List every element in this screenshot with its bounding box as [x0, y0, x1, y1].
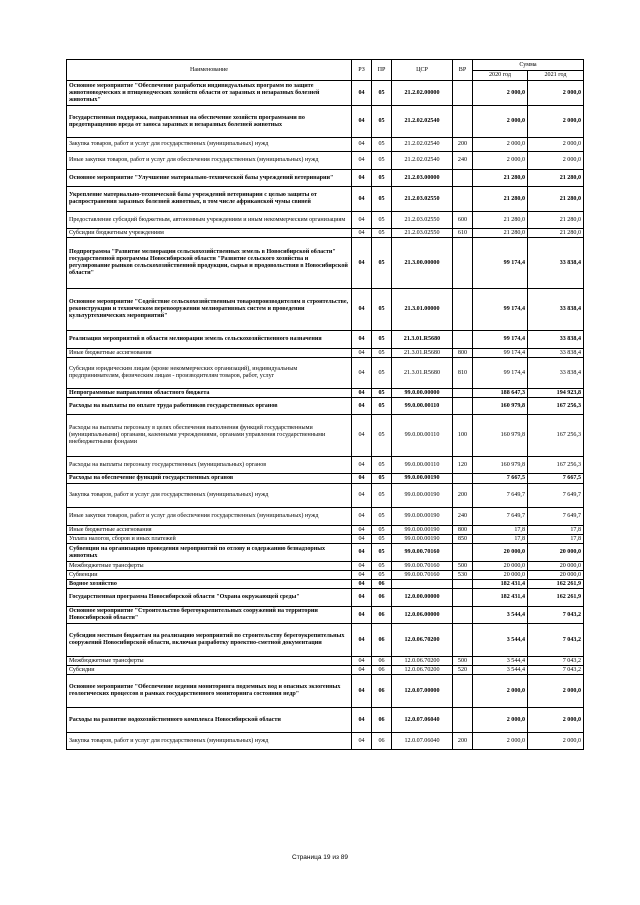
row-sum-2021: 2 000,0 [528, 733, 584, 750]
row-csr: 21.2.03.02550 [392, 212, 453, 229]
row-pr: 05 [372, 212, 392, 229]
row-sum-2020: 160 979,8 [473, 415, 528, 457]
row-vr: 800 [453, 349, 473, 358]
table-header [67, 60, 584, 81]
row-sum-2020: 7 649,7 [473, 508, 528, 526]
row-rz: 04 [352, 580, 372, 589]
row-name: Субвенции на организацию проведения мероприятий по отлову и содержанию безнадзорных животных [67, 544, 352, 562]
row-sum-2020: 160 979,8 [473, 398, 528, 415]
row-csr: 12.0.07.06040 [392, 733, 453, 750]
row-vr: 120 [453, 457, 473, 474]
row-rz: 04 [352, 289, 372, 331]
row-csr: 12.0.06.00000 [392, 607, 453, 624]
row-pr: 05 [372, 535, 392, 544]
row-name: Основное мероприятие "Строительство берегоукрепительных сооружений на территории Новосибирской области" [67, 607, 352, 624]
row-sum-2021: 21 280,0 [528, 187, 584, 212]
table-row [67, 733, 584, 750]
row-pr: 06 [372, 675, 392, 708]
row-rz: 04 [352, 666, 372, 675]
row-sum-2021: 7 043,2 [528, 666, 584, 675]
row-pr: 05 [372, 457, 392, 474]
row-name: Основное мероприятие "Обеспечение ведения мониторинга подземных вод и опасных экзогенных геологических процессов в рамках государственного мониторинга состояния недр" [67, 675, 352, 708]
row-name: Иные бюджетные ассигнования [67, 349, 352, 358]
table-row [67, 675, 584, 708]
row-vr [453, 624, 473, 657]
row-pr: 05 [372, 508, 392, 526]
table-row [67, 187, 584, 212]
header-rz: РЗ [352, 60, 372, 81]
row-rz: 04 [352, 331, 372, 349]
table-row [67, 331, 584, 349]
table-row [67, 666, 584, 675]
row-rz: 04 [352, 624, 372, 657]
row-sum-2020: 182 431,4 [473, 589, 528, 607]
row-pr: 05 [372, 484, 392, 508]
page-footer: Страница 19 из 89 [292, 854, 348, 861]
row-name: Расходы на развитие водохозяйственного комплекса Новосибирской области [67, 708, 352, 733]
row-pr: 06 [372, 708, 392, 733]
row-sum-2020: 188 647,3 [473, 389, 528, 398]
row-sum-2020: 160 979,8 [473, 457, 528, 474]
header-year-2021: 2021 год [528, 71, 584, 81]
header-year-2020: 2020 год [473, 71, 528, 81]
row-rz: 04 [352, 187, 372, 212]
row-vr: 200 [453, 138, 473, 152]
row-sum-2021: 167 256,3 [528, 415, 584, 457]
table-row [67, 607, 584, 624]
row-vr: 240 [453, 152, 473, 170]
row-pr: 05 [372, 398, 392, 415]
table-row [67, 535, 584, 544]
row-sum-2020: 99 174,4 [473, 331, 528, 349]
table-row [67, 580, 584, 589]
table-row [67, 289, 584, 331]
row-sum-2020: 7 667,5 [473, 474, 528, 484]
table-row [67, 589, 584, 607]
row-sum-2021: 167 256,3 [528, 457, 584, 474]
row-pr: 05 [372, 358, 392, 389]
row-sum-2021: 162 261,9 [528, 589, 584, 607]
row-sum-2021: 33 838,4 [528, 289, 584, 331]
row-pr: 05 [372, 415, 392, 457]
row-csr: 21.2.02.02540 [392, 138, 453, 152]
row-sum-2020: 21 280,0 [473, 229, 528, 238]
row-sum-2021: 7 667,5 [528, 474, 584, 484]
row-pr: 05 [372, 152, 392, 170]
row-rz: 04 [352, 708, 372, 733]
row-name: Иные закупки товаров, работ и услуг для обеспечения государственных (муниципальных) нужд [67, 508, 352, 526]
row-sum-2021: 17,8 [528, 535, 584, 544]
row-csr: 12.0.07.00000 [392, 675, 453, 708]
row-rz: 04 [352, 571, 372, 580]
row-rz: 04 [352, 526, 372, 535]
table-row [67, 229, 584, 238]
row-sum-2021: 7 043,2 [528, 607, 584, 624]
row-sum-2020: 17,8 [473, 526, 528, 535]
row-name: Закупка товаров, работ и услуг для государственных (муниципальных) нужд [67, 733, 352, 750]
row-sum-2020: 2 000,0 [473, 733, 528, 750]
row-rz: 04 [352, 212, 372, 229]
table-body [67, 81, 584, 750]
row-sum-2021: 17,8 [528, 526, 584, 535]
row-vr: 240 [453, 508, 473, 526]
row-csr: 21.3.01.R5680 [392, 358, 453, 389]
row-sum-2021: 2 000,0 [528, 152, 584, 170]
table-row [67, 708, 584, 733]
table-row [67, 152, 584, 170]
row-rz: 04 [352, 81, 372, 106]
row-sum-2020: 99 174,4 [473, 349, 528, 358]
row-sum-2021: 21 280,0 [528, 170, 584, 187]
row-vr: 810 [453, 358, 473, 389]
row-vr [453, 289, 473, 331]
row-pr: 05 [372, 138, 392, 152]
row-vr: 200 [453, 484, 473, 508]
row-name: Подпрограмма "Развитие мелиорации сельскохозяйственных земель в Новосибирской области" государственной программы Новосибирской области "Развитие сельского хозяйства и регулирование рынков сельскохозяйственной продукции, сырья и продовольствия в Новосибирской области" [67, 238, 352, 289]
row-name: Основное мероприятие "Содействие сельскохозяйственным товаропроизводителям в строительстве, реконструкции и техническом перевооружении мелиоративных систем и проведении культуртехнических мероприятий" [67, 289, 352, 331]
row-vr [453, 474, 473, 484]
row-sum-2021: 2 000,0 [528, 138, 584, 152]
row-pr: 06 [372, 657, 392, 666]
row-csr: 99.0.00.00110 [392, 415, 453, 457]
row-csr: 21.3.00.00000 [392, 238, 453, 289]
row-csr: 99.0.00.00190 [392, 484, 453, 508]
row-sum-2020: 3 544,4 [473, 666, 528, 675]
row-sum-2021: 2 000,0 [528, 708, 584, 733]
row-csr: 99.0.00.00110 [392, 457, 453, 474]
row-sum-2020: 21 280,0 [473, 170, 528, 187]
row-sum-2020: 21 280,0 [473, 212, 528, 229]
table-row [67, 562, 584, 571]
table-row [67, 349, 584, 358]
table-row [67, 106, 584, 138]
row-rz: 04 [352, 484, 372, 508]
row-pr: 05 [372, 238, 392, 289]
row-pr: 05 [372, 571, 392, 580]
row-pr: 05 [372, 81, 392, 106]
row-csr: 12.0.00.00000 [392, 589, 453, 607]
row-sum-2020: 99 174,4 [473, 289, 528, 331]
row-name: Межбюджетные трансферты [67, 562, 352, 571]
row-name: Расходы на обеспечение функций государственных органов [67, 474, 352, 484]
row-sum-2021: 2 000,0 [528, 106, 584, 138]
row-rz: 04 [352, 229, 372, 238]
row-pr: 06 [372, 624, 392, 657]
row-name: Иные закупки товаров, работ и услуг для обеспечения государственных (муниципальных) нужд [67, 152, 352, 170]
row-pr: 06 [372, 607, 392, 624]
row-name: Государственная поддержка, направленная на обеспечение хозяйств программами по предотвращению вреда от заноса заразных и незаразных болезней животных [67, 106, 352, 138]
row-vr [453, 607, 473, 624]
row-csr: 21.3.01.R5680 [392, 349, 453, 358]
row-name: Основное мероприятие "Обеспечение разработки индивидуальных программ по защите животноводческих и птицеводческих хозяйств области от заразных и незаразных болезней животных" [67, 81, 352, 106]
row-pr: 05 [372, 187, 392, 212]
row-vr [453, 708, 473, 733]
row-vr [453, 238, 473, 289]
row-vr [453, 331, 473, 349]
row-sum-2021: 194 923,8 [528, 389, 584, 398]
row-vr [453, 589, 473, 607]
row-vr: 800 [453, 526, 473, 535]
row-rz: 04 [352, 607, 372, 624]
row-sum-2020: 20 000,0 [473, 571, 528, 580]
row-csr: 99.0.00.00190 [392, 508, 453, 526]
row-name: Закупка товаров, работ и услуг для государственных (муниципальных) нужд [67, 484, 352, 508]
row-sum-2020: 3 544,4 [473, 607, 528, 624]
row-sum-2020: 99 174,4 [473, 358, 528, 389]
row-rz: 04 [352, 544, 372, 562]
row-csr: 12.0.06.70200 [392, 657, 453, 666]
table-row [67, 508, 584, 526]
row-rz: 04 [352, 508, 372, 526]
row-vr [453, 675, 473, 708]
row-name: Межбюджетные трансферты [67, 657, 352, 666]
row-csr: 21.3.01.R5680 [392, 331, 453, 349]
table-row [67, 657, 584, 666]
row-vr: 530 [453, 571, 473, 580]
row-name: Укрепление материально-технической базы учреждений ветеринарии с целью защиты от распространения заразных болезней животных, в том числе африканской чумы свиней [67, 187, 352, 212]
row-name: Расходы на выплаты персоналу в целях обеспечения выполнения функций государственными (муниципальными) органами, казенными учреждениями, органами управления государственными внебюджетными фондами [67, 415, 352, 457]
row-sum-2020: 2 000,0 [473, 81, 528, 106]
row-name: Закупка товаров, работ и услуг для государственных (муниципальных) нужд [67, 138, 352, 152]
row-csr [392, 580, 453, 589]
row-pr: 05 [372, 349, 392, 358]
row-name: Иные бюджетные ассигнования [67, 526, 352, 535]
table-row [67, 457, 584, 474]
row-name: Субсидии бюджетным учреждениям [67, 229, 352, 238]
row-vr [453, 580, 473, 589]
header-sum: Сумма [473, 60, 584, 71]
row-csr: 99.0.00.00190 [392, 526, 453, 535]
row-pr: 05 [372, 544, 392, 562]
table-row [67, 398, 584, 415]
table-row [67, 624, 584, 657]
header-vr: ВР [453, 60, 473, 81]
row-name: Субсидии юридическим лицам (кроме некоммерческих организаций), индивидуальным предпринимателям, физическим лицам - производителям товаров, работ, услуг [67, 358, 352, 389]
budget-table [66, 59, 584, 750]
row-csr: 99.0.00.00190 [392, 474, 453, 484]
row-name: Реализация мероприятий в области мелиорации земель сельскохозяйственного назначения [67, 331, 352, 349]
row-name: Водное хозяйство [67, 580, 352, 589]
row-rz: 04 [352, 675, 372, 708]
table-row [67, 415, 584, 457]
row-sum-2020: 99 174,4 [473, 238, 528, 289]
row-csr: 21.2.03.02550 [392, 187, 453, 212]
row-csr: 21.2.03.00000 [392, 170, 453, 187]
table-row [67, 484, 584, 508]
table-row [67, 389, 584, 398]
row-name: Расходы на выплаты по оплате труда работников государственных органов [67, 398, 352, 415]
row-sum-2021: 20 000,0 [528, 562, 584, 571]
table-row [67, 544, 584, 562]
row-csr: 21.2.03.02550 [392, 229, 453, 238]
row-sum-2021: 2 000,0 [528, 675, 584, 708]
row-rz: 04 [352, 733, 372, 750]
row-sum-2021: 33 838,4 [528, 238, 584, 289]
header-name: Наименование [67, 60, 352, 81]
row-pr: 05 [372, 331, 392, 349]
row-rz: 04 [352, 398, 372, 415]
row-rz: 04 [352, 238, 372, 289]
row-pr: 05 [372, 289, 392, 331]
row-sum-2021: 33 838,4 [528, 331, 584, 349]
row-sum-2021: 21 280,0 [528, 212, 584, 229]
row-vr [453, 398, 473, 415]
row-sum-2020: 7 649,7 [473, 484, 528, 508]
table-row [67, 571, 584, 580]
row-name: Непрограммные направления областного бюджета [67, 389, 352, 398]
row-rz: 04 [352, 106, 372, 138]
row-sum-2021: 33 838,4 [528, 349, 584, 358]
row-pr: 06 [372, 666, 392, 675]
row-name: Субсидии местным бюджетам на реализацию мероприятий по строительству берегоукрепительных сооружений Новосибирской области, включая разработку проектно-сметной документации [67, 624, 352, 657]
row-vr [453, 389, 473, 398]
row-name: Субвенции [67, 571, 352, 580]
row-pr: 05 [372, 170, 392, 187]
row-vr: 100 [453, 415, 473, 457]
row-sum-2021: 2 000,0 [528, 81, 584, 106]
row-sum-2020: 21 280,0 [473, 187, 528, 212]
row-sum-2021: 33 838,4 [528, 358, 584, 389]
row-pr: 05 [372, 526, 392, 535]
row-csr: 99.0.00.70160 [392, 562, 453, 571]
row-rz: 04 [352, 170, 372, 187]
table-row [67, 474, 584, 484]
row-pr: 06 [372, 589, 392, 607]
row-name: Предоставление субсидий бюджетным, автономным учреждениям и иным некоммерческим организациям [67, 212, 352, 229]
row-rz: 04 [352, 389, 372, 398]
row-name: Уплата налогов, сборов и иных платежей [67, 535, 352, 544]
row-csr: 99.0.00.00000 [392, 389, 453, 398]
row-vr: 200 [453, 733, 473, 750]
row-sum-2020: 3 544,4 [473, 657, 528, 666]
row-csr: 12.0.06.70200 [392, 666, 453, 675]
row-pr: 05 [372, 106, 392, 138]
row-vr [453, 187, 473, 212]
row-sum-2020: 20 000,0 [473, 562, 528, 571]
row-sum-2021: 20 000,0 [528, 571, 584, 580]
row-rz: 04 [352, 657, 372, 666]
table-row [67, 138, 584, 152]
row-vr: 520 [453, 666, 473, 675]
row-sum-2021: 7 649,7 [528, 484, 584, 508]
row-vr [453, 170, 473, 187]
row-vr: 500 [453, 657, 473, 666]
row-pr: 05 [372, 389, 392, 398]
table-row [67, 170, 584, 187]
row-sum-2021: 21 280,0 [528, 229, 584, 238]
row-rz: 04 [352, 474, 372, 484]
row-csr: 99.0.00.70160 [392, 544, 453, 562]
row-csr: 21.3.01.00000 [392, 289, 453, 331]
row-pr: 05 [372, 562, 392, 571]
row-rz: 04 [352, 138, 372, 152]
row-pr: 05 [372, 229, 392, 238]
row-sum-2020: 3 544,4 [473, 624, 528, 657]
row-pr: 06 [372, 580, 392, 589]
table-row [67, 81, 584, 106]
row-sum-2021: 7 649,7 [528, 508, 584, 526]
table-row [67, 526, 584, 535]
row-sum-2020: 17,8 [473, 535, 528, 544]
row-csr: 21.2.02.00000 [392, 81, 453, 106]
row-csr: 99.0.00.70160 [392, 571, 453, 580]
row-vr [453, 106, 473, 138]
row-name: Государственная программа Новосибирской области "Охрана окружающей среды" [67, 589, 352, 607]
row-vr: 600 [453, 212, 473, 229]
table-row [67, 238, 584, 289]
row-name: Расходы на выплаты персоналу государственных (муниципальных) органов [67, 457, 352, 474]
row-pr: 06 [372, 733, 392, 750]
row-sum-2020: 2 000,0 [473, 138, 528, 152]
row-vr [453, 544, 473, 562]
row-sum-2021: 162 261,9 [528, 580, 584, 589]
row-vr [453, 81, 473, 106]
row-rz: 04 [352, 349, 372, 358]
row-rz: 04 [352, 457, 372, 474]
row-name: Основное мероприятие "Улучшение материально-технической базы учреждений ветеринарии" [67, 170, 352, 187]
row-csr: 21.2.02.02540 [392, 106, 453, 138]
row-sum-2020: 2 000,0 [473, 152, 528, 170]
row-sum-2021: 20 000,0 [528, 544, 584, 562]
row-sum-2021: 7 043,2 [528, 657, 584, 666]
row-sum-2020: 2 000,0 [473, 708, 528, 733]
row-sum-2020: 20 000,0 [473, 544, 528, 562]
row-sum-2020: 182 431,4 [473, 580, 528, 589]
row-csr: 12.0.06.70200 [392, 624, 453, 657]
row-sum-2021: 167 256,3 [528, 398, 584, 415]
row-name: Субсидии [67, 666, 352, 675]
row-sum-2020: 2 000,0 [473, 675, 528, 708]
row-sum-2020: 2 000,0 [473, 106, 528, 138]
row-csr: 21.2.02.02540 [392, 152, 453, 170]
row-csr: 99.0.00.00190 [392, 535, 453, 544]
row-rz: 04 [352, 415, 372, 457]
row-vr: 500 [453, 562, 473, 571]
row-rz: 04 [352, 589, 372, 607]
table-row [67, 358, 584, 389]
table-row [67, 212, 584, 229]
row-vr: 850 [453, 535, 473, 544]
row-csr: 99.0.00.00110 [392, 398, 453, 415]
row-pr: 05 [372, 474, 392, 484]
row-csr: 12.0.07.06040 [392, 708, 453, 733]
row-rz: 04 [352, 562, 372, 571]
header-csr: ЦСР [392, 60, 453, 81]
row-rz: 04 [352, 152, 372, 170]
header-pr: ПР [372, 60, 392, 81]
row-rz: 04 [352, 358, 372, 389]
row-rz: 04 [352, 535, 372, 544]
row-vr: 610 [453, 229, 473, 238]
row-sum-2021: 7 043,2 [528, 624, 584, 657]
